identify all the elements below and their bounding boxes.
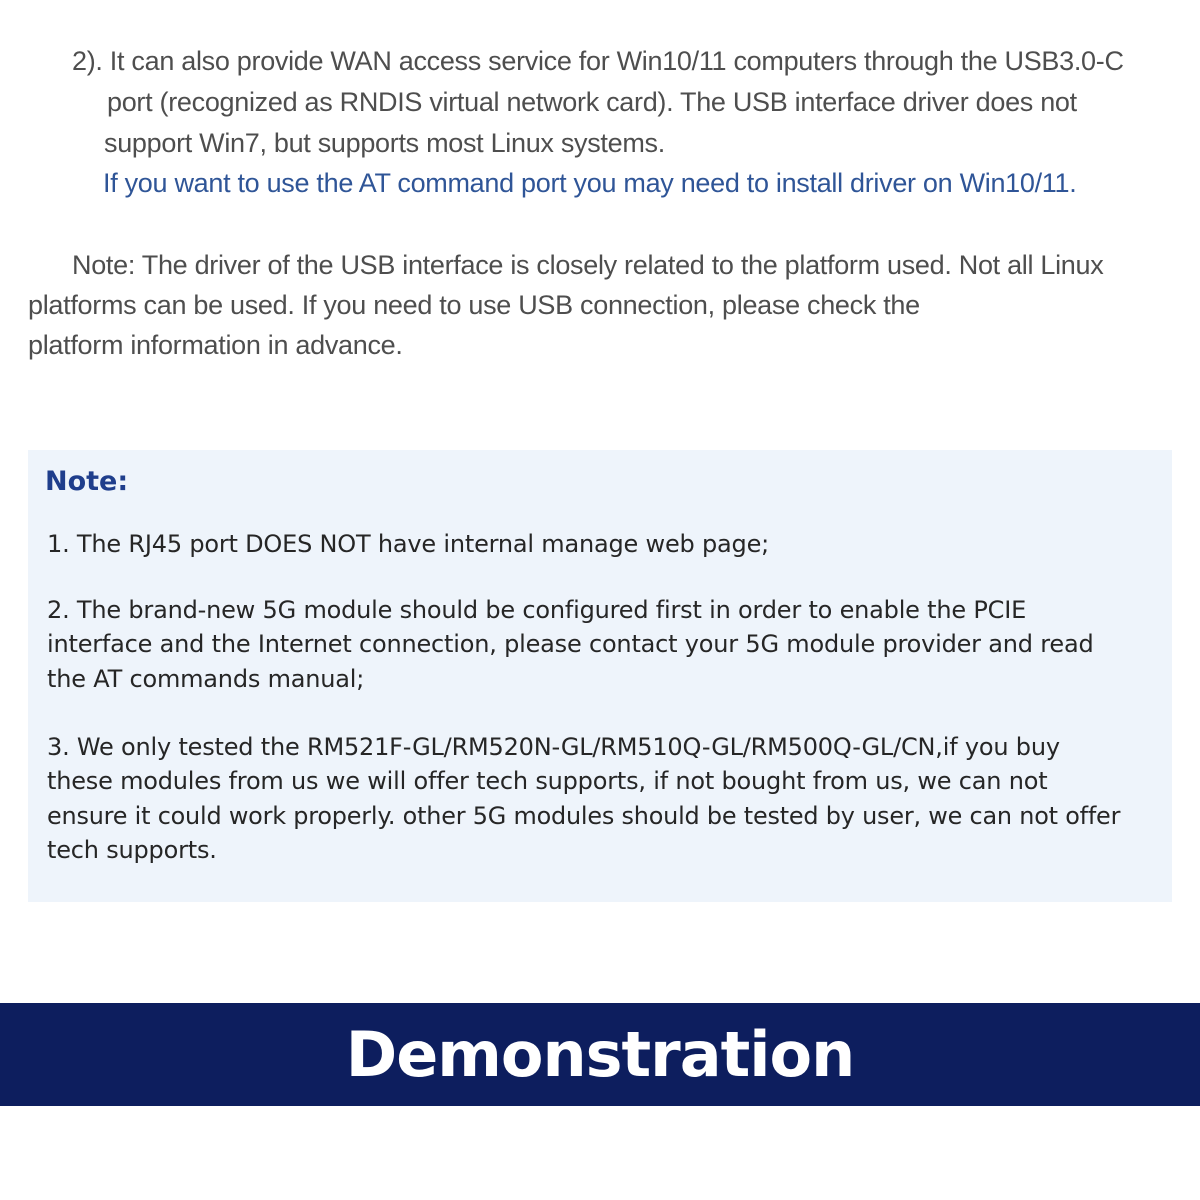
demonstration-banner (0, 1003, 1200, 1106)
note-box (28, 450, 1172, 902)
usb-note-line-2: platforms can be used. If you need to use USB connection, please check the (28, 290, 920, 320)
item2-line-3: support Win7, but supports most Linux systems. (104, 128, 665, 158)
banner-title: Demonstration (345, 1018, 855, 1091)
note-item-3-line-3: ensure it could work properly. other 5G modules should be tested by user, we can not offer (47, 802, 1121, 830)
note-item-1: 1. The RJ45 port DOES NOT have internal manage web page; (47, 530, 770, 558)
note-item-2-line-1: 2. The brand-new 5G module should be configured first in order to enable the PCIE (47, 596, 1027, 624)
note-item-3-line-4: tech supports. (47, 836, 217, 864)
note-item-3-line-2: these modules from us we will offer tech supports, if not bought from us, we can not (47, 767, 1048, 795)
note-item-2-line-3: the AT commands manual; (47, 665, 365, 693)
usb-note-line-3: platform information in advance. (28, 330, 403, 360)
note-item-2-line-2: interface and the Internet connection, please contact your 5G module provider and read (47, 630, 1094, 658)
driver-note-line: If you want to use the AT command port you may need to install driver on Win10/11. (103, 168, 1077, 198)
item2-line-2: port (recognized as RNDIS virtual network card). The USB interface driver does not (107, 87, 1077, 117)
note-item-3-line-1: 3. We only tested the RM521F-GL/RM520N-GL/RM510Q-GL/RM500Q-GL/CN,if you buy (47, 733, 1060, 761)
item2-line-1: 2). It can also provide WAN access service for Win10/11 computers through the USB3.0-C (72, 46, 1124, 76)
usb-note-line-1: Note: The driver of the USB interface is closely related to the platform used. Not all Linux (72, 250, 1104, 280)
note-title: Note: (45, 466, 129, 497)
